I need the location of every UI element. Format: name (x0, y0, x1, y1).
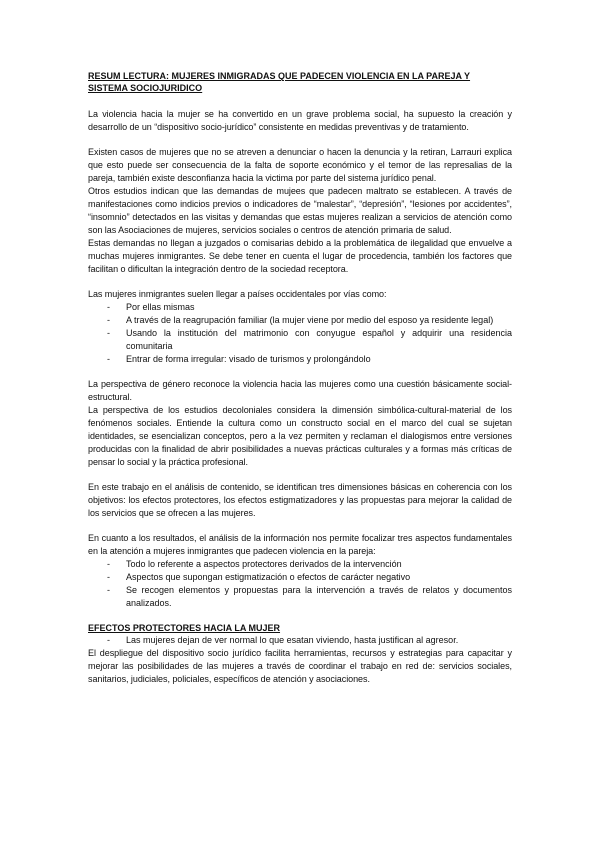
paragraph-despliegue: El despliegue del dispositivo socio jurídico facilita herramientas, recursos y estrategias para capacitar y mejorar las posibilidades de las mujeres a través de coordinar el trabajo en red de: servicios sociales, sanitarios, judiciales, policiales, específicos de atención y asociaciones. (88, 648, 512, 684)
paragraph-otros-estudios: Otros estudios indican que las demandas de mujees que padecen maltrato se establecen. A través de manifestaciones como indicios previos o indicadores de “malestar”, “depresión”, “lesiones por accidentes”, “insomnio” detectados en las visitas y demandas que estas mujeres realizan a servicios de atención como son las Asociaciones de mujeres, servicios sociales o centros de atención primaria de salud. (88, 186, 512, 235)
paragraph-demandas: Estas demandas no llegan a juzgados o comisarias debido a la problemática de ilegalidad que envuelve a muchas mujeres inmigrantes. Se debe tener en cuenta el lugar de procedencia, también los factores que facilitan o dificultan la integración dentro de la sociedad receptora. (88, 238, 512, 274)
list-item: - Por ellas mismas (107, 301, 512, 314)
list-efectos (88, 634, 512, 647)
paragraph-analisis: En este trabajo en el análisis de contenido, se identifican tres dimensiones básicas en coherencia con los objetivos: los efectos protectores, los efectos estigmatizadores y las propuestas para mejorar la calidad de los servicios que se ofrecen a las mujeres. (88, 482, 512, 518)
list-item: - A través de la reagrupación familiar (la mujer viene por medio del esposo ya residente legal) (107, 314, 512, 327)
paragraph-decoloniales: La perspectiva de los estudios decoloniales considera la dimensión simbólica-cultural-material de los fenómenos sociales. Entiende la cultura como un constructo social en el marco del cual se sujetan identidades, se esencializan conceptos, pero a la vez permiten y reclaman el dialogismos entre versiones producidas con la finalidad de abrir posibilidades a nuevas prácticas culturales y a formas más críticas de pensar lo social y la práctica profesional. (88, 405, 512, 467)
list-item: - Las mujeres dejan de ver normal lo que esatan viviendo, hasta justifican al agresor. (107, 634, 512, 647)
document-title: RESUM LECTURA: MUJERES INMIGRADAS QUE PADECEN VIOLENCIA EN LA PAREJA Y SISTEMA SOCIOJURIDICO (88, 71, 471, 93)
paragraph-denuncia: Existen casos de mujeres que no se atreven a denunciar o hacen la denuncia y la retiran, Larrauri explica que esto puede ser consecuencia de la falta de soporte económico y el temor de las represalias de la pareja, también existe desconfianza hacia la victima por parte del sistema jurídico penal. (88, 147, 512, 183)
paragraph-perspectiva-genero: La perspectiva de género reconoce la violencia hacia las mujeres como una cuestión básicamente social-estructural. (88, 379, 512, 402)
list-vias (88, 301, 512, 366)
paragraph-vias-intro: Las mujeres inmigrantes suelen llegar a países occidentales por vías como: (88, 289, 387, 299)
list-item: - Se recogen elementos y propuestas para la intervención a través de relatos y documentos analizados. (107, 584, 512, 610)
list-item: - Entrar de forma irregular: visado de turismos y prolongándolo (107, 353, 512, 366)
list-item: - Usando la institución del matrimonio con conyugue español y adquirir una residencia comunitaria (107, 327, 512, 353)
list-item: - Aspectos que supongan estigmatización o efectos de carácter negativo (107, 571, 512, 584)
list-item: - Todo lo referente a aspectos protectores derivados de la intervención (107, 558, 512, 571)
section-heading: EFECTOS PROTECTORES HACIA LA MUJER (88, 623, 281, 633)
paragraph-resultados: En cuanto a los resultados, el análisis de la información nos permite focalizar tres aspectos fundamentales en la atención a mujeres inmigrantes que padecen violencia en la pareja: (88, 533, 512, 556)
paragraph-intro: La violencia hacia la mujer se ha convertido en un grave problema social, ha supuesto la creación y desarrollo de un “dispositivo socio-jurídico” consistente en medidas preventivas y de tratamiento. (88, 109, 512, 132)
list-aspectos (88, 558, 512, 610)
